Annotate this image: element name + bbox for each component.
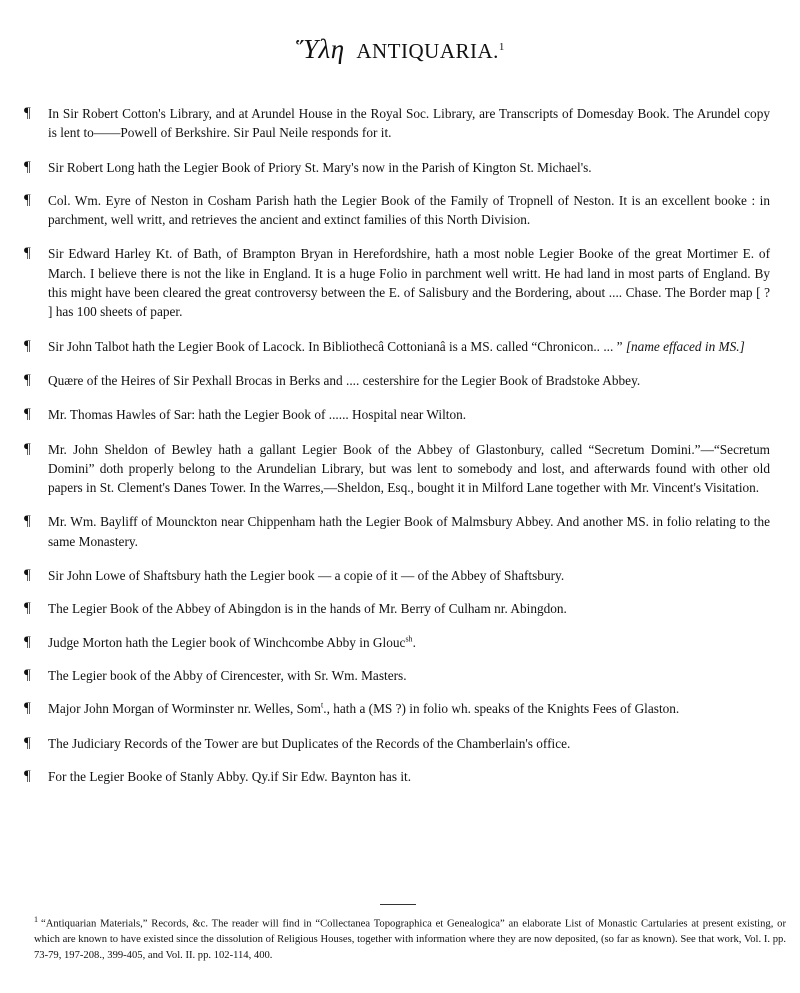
- pilcrow-icon: ¶: [24, 158, 31, 175]
- entry: [22, 633, 770, 652]
- entry-text: The Legier book of the Abby of Cirencester, with Sr. Wm. Masters.: [48, 667, 407, 683]
- entry-text: Judge Morton hath the Legier book of Winchcombe Abby in Glouc: [48, 634, 406, 650]
- entry: [22, 158, 770, 177]
- entry-text-after: ., hath a (MS ?) in folio wh. speaks of the Knights Fees of Glaston.: [323, 701, 680, 717]
- title-footnote-ref: 1: [498, 41, 505, 53]
- pilcrow-icon: ¶: [24, 191, 31, 208]
- entry-text: Mr. John Sheldon of Bewley hath a gallant Legier Book of the Abbey of Glastonbury, called “Secretum Domini.”—“Secretum Domini” doth properly belong to the Arundelian Library, but was lent to somebody and lost, and afterwards found with other old papers in St. Clement's Danes Tower. In the Warres,—Sheldon, Esq., bought it in Milford Lane together with Mr. Vincent's Visitation.: [48, 441, 770, 496]
- entry-text: Mr. Wm. Bayliff of Mounckton near Chippenham hath the Legier Book of Malmsbury Abbey. And another MS. in folio relating to the same Monastery.: [48, 514, 770, 549]
- entry: [22, 337, 770, 356]
- entry: [22, 440, 770, 498]
- footnote: [34, 912, 786, 963]
- pilcrow-icon: ¶: [24, 513, 31, 530]
- pilcrow-icon: ¶: [24, 567, 31, 584]
- pilcrow-icon: ¶: [24, 633, 31, 650]
- entry-text: The Legier Book of the Abbey of Abingdon is in the hands of Mr. Berry of Culham nr. Abingdon.: [48, 601, 567, 617]
- entry-text: Col. Wm. Eyre of Neston in Cosham Parish hath the Legier Book of the Family of Tropnell of Neston. It is an excellent booke : in parchment, well writt, and retrieves the ancient and extinct families of this North Division.: [48, 192, 770, 228]
- pilcrow-icon: ¶: [24, 767, 31, 784]
- entry-text: Quære of the Heires of Sir Pexhall Brocas in Berks and .... cestershire for the Legier Book of Bradstoke Abbey.: [48, 372, 641, 388]
- pilcrow-icon: ¶: [24, 666, 31, 683]
- pilcrow-icon: ¶: [24, 105, 31, 121]
- pilcrow-icon: ¶: [24, 700, 31, 717]
- entry-text: In Sir Robert Cotton's Library, and at Arundel House in the Royal Soc. Library, are Transcripts of Domesday Book. The Arundel copy is lent to——Powell of Berkshire. Sir Paul Neile responds for it.: [48, 106, 770, 141]
- entry: [22, 104, 770, 143]
- entry: [22, 512, 770, 551]
- entry-italic-note: [name effaced in MS.]: [625, 338, 745, 354]
- entry: [22, 191, 770, 230]
- title-text: ANTIQUARIA.: [356, 39, 499, 63]
- entry: [22, 405, 770, 424]
- pilcrow-icon: ¶: [24, 600, 31, 617]
- footnote-number: 1: [34, 915, 38, 924]
- entry: [22, 599, 770, 618]
- entry: [22, 666, 770, 685]
- pilcrow-icon: ¶: [24, 371, 31, 388]
- pilcrow-icon: ¶: [24, 406, 31, 423]
- entry-superscript: sh: [405, 634, 413, 644]
- pilcrow-icon: ¶: [24, 440, 31, 457]
- entry-text: Sir John Lowe of Shaftsbury hath the Legier book — a copie of it — of the Abbey of Shaftsbury.: [48, 568, 565, 584]
- entry-superscript: t: [321, 700, 324, 710]
- pilcrow-icon: ¶: [24, 337, 31, 354]
- entry-text: Mr. Thomas Hawles of Sar: hath the Legier Book of ...... Hospital near Wilton.: [48, 407, 467, 423]
- entry: [22, 371, 770, 390]
- footnote-divider: [380, 904, 416, 905]
- entry: [22, 699, 770, 718]
- entry: [22, 566, 770, 585]
- entry-text: Sir Edward Harley Kt. of Bath, of Brampton Bryan in Herefordshire, hath a most noble Legier Booke of the great Mortimer E. of March. I believe there is not the like in England. It is a huge Folio in parchment well writt. He had land in most parts of England. By this might have been cleared the great controversy between the E. of Salisbury and the Bordering, about .... Chase. The Border map [ ? ] has 100 sheets of paper.: [48, 246, 770, 320]
- entry: [22, 734, 770, 753]
- entry-text-after: .: [412, 634, 416, 650]
- entry-text: Sir Robert Long hath the Legier Book of Priory St. Mary's now in the Parish of Kington St. Michael's.: [48, 159, 592, 175]
- entry-text: Major John Morgan of Worminster nr. Welles, Som: [48, 701, 322, 717]
- entry-text: For the Legier Booke of Stanly Abby. Qy.if Sir Edw. Baynton has it.: [48, 768, 412, 784]
- entry-list: [22, 104, 770, 786]
- title-greek: Ὕλη: [295, 34, 345, 64]
- entry: [22, 767, 770, 786]
- footnote-text: “Antiquarian Materials,” Records, &c. The reader will find in “Collectanea Topographica et Genealogica” an elaborate List of Monastic Cartularies at present existing, or which are known to have existed since the dissolution of Religious Houses, together with information where they are now deposited, (so far as known). See that work, Vol. I. pp. 73-79, 197-208., 399-405, and Vol. II. pp. 102-114, 400.: [34, 918, 786, 961]
- entry-text: Sir John Talbot hath the Legier Book of Lacock. In Bibliothecâ Cottonianâ is a MS. called “Chronicon.. ... ”: [48, 338, 623, 354]
- pilcrow-icon: ¶: [24, 734, 31, 751]
- pilcrow-icon: ¶: [24, 245, 31, 262]
- entry: [22, 244, 770, 321]
- entry-text: The Judiciary Records of the Tower are but Duplicates of the Records of the Chamberlain's office.: [48, 735, 571, 751]
- page-title: [0, 34, 800, 65]
